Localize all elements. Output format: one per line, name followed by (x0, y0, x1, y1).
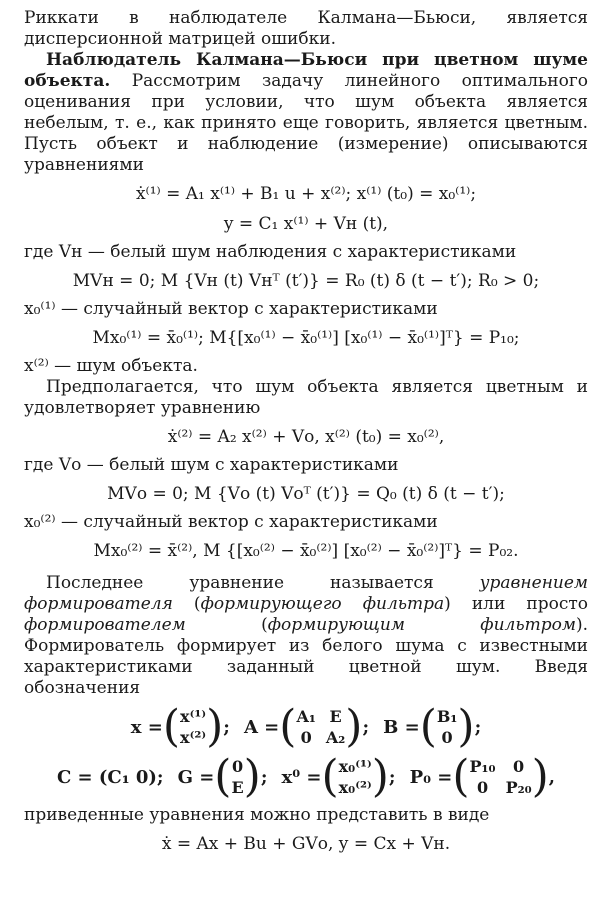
matrix-definitions-row-1 (24, 701, 588, 752)
equation-5: MVо = 0; M {Vо (t) Vоᵀ (t′)} = Q₀ (t) δ (t − t′); (107, 484, 505, 504)
where-vn-text: где Vн — белый шум наблюдения с характеристиками (24, 242, 517, 262)
x0-2-description: x₀⁽²⁾ — случайный вектор с характеристиками (24, 512, 438, 532)
matrix-A: A = ( A₁ E 0 A₂ ) ; (243, 701, 370, 752)
equation-1a: ẋ⁽¹⁾ = A₁ x⁽¹⁾ + B₁ u + x⁽²⁾; x⁽¹⁾ (t₀) = x₀⁽¹⁾; (135, 184, 477, 204)
matrix-P0: P₀ = ( P₁₀ 0 0 P₂₀ ) , (409, 751, 556, 802)
equation-1b: y = C₁ x⁽¹⁾ + Vн (t), (223, 214, 389, 234)
equation-6: Mx₀⁽²⁾ = x̄⁽²⁾, M {[x₀⁽²⁾ − x̄₀⁽²⁾] [x₀⁽²⁾ − x̄₀⁽²⁾]ᵀ} = P₀₂. (93, 541, 519, 561)
x2-description: x⁽²⁾ — шум объекта. (24, 356, 198, 376)
x0-1-description: x₀⁽¹⁾ — случайный вектор с характеристиками (24, 299, 438, 319)
where-vo-text: где Vо — белый шум с характеристиками (24, 455, 399, 475)
term-shaper: формирователем (24, 615, 186, 635)
matrix-B: B = ( B₁ 0 ) ; (383, 701, 482, 752)
matrix-x: x = ( x⁽¹⁾ x⁽²⁾ ) ; (130, 701, 230, 752)
paragraph-2: Предполагается, что шум объекта является цветным и удовлетворяет уравнению (24, 377, 588, 418)
term-shaper-equation: уравнением формирователя (24, 573, 588, 614)
vector-x0: x⁰ = ( x₀⁽¹⁾ x₀⁽²⁾ ) ; (281, 751, 396, 802)
paragraph-3: Последнее уравнение называется уравнением формирователя (формирующего фильтра) или просто формирователем (формирующим фильтром). Формирователь формирует из белого шума с известными характеристиками заданный цветной шум. Введя обозначения (24, 573, 588, 698)
text-line-1: Риккати в наблюдателе Калмана—Бьюси, является дисперсионной матрицей ошибки. (24, 8, 588, 49)
equation-2: MVн = 0; M {Vн (t) Vнᵀ (t′)} = R₀ (t) δ (t − t′); R₀ > 0; (72, 271, 540, 291)
equation-4: ẋ⁽²⁾ = A₂ x⁽²⁾ + Vо, x⁽²⁾ (t₀) = x₀⁽²⁾, (167, 427, 445, 447)
equation-3: Mx₀⁽¹⁾ = x̄₀⁽¹⁾; M{[x₀⁽¹⁾ − x̄₀⁽¹⁾] [x₀⁽¹⁾ − x̄₀⁽¹⁾]ᵀ} = P₁₀; (92, 328, 520, 348)
section-heading: Наблюдатель Калмана—Бьюси при цветном шуме объекта. (24, 50, 588, 91)
matrix-G: G = ( 0 E ) ; (177, 751, 268, 802)
matrix-C: C = (C₁ 0); (56, 766, 164, 788)
term-shaping-filter: формирующего фильтра (200, 594, 445, 614)
term-shaping-filter-instr: формирующим фильтром (267, 615, 576, 635)
paragraph-1: Рассмотрим задачу линейного оптимального оценивания при условии, что шум объекта является небелым, т. е., как принято еще говорить, является цветным. Пусть объект и наблюдение (измерение) описываются уравнениями (24, 71, 589, 175)
paragraph-4: приведенные уравнения можно представить в виде (24, 805, 490, 825)
equation-final: ẋ = Ax + Bu + GVо, y = Cx + Vн. (161, 834, 451, 854)
section-paragraph (24, 50, 588, 176)
matrix-definitions-row-2 (24, 751, 588, 802)
